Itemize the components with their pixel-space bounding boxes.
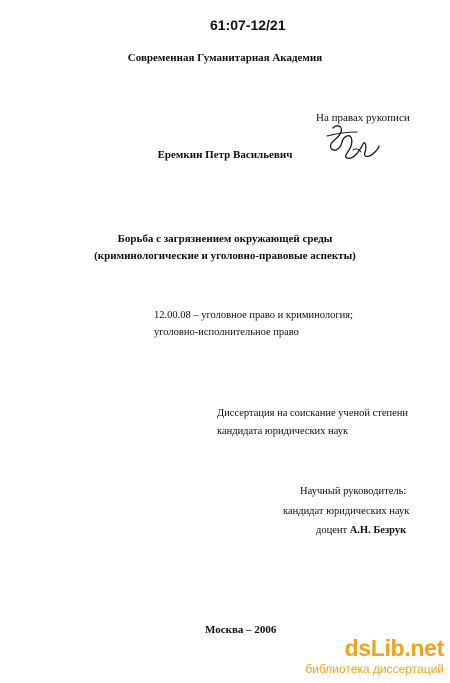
dissertation-title-line2: (криминологические и уголовно-правовые аспекты) bbox=[94, 250, 356, 262]
degree-statement-line1: Диссертация на соискание ученой степени bbox=[217, 408, 409, 419]
watermark-brand: dsLib.net bbox=[344, 635, 444, 661]
institution-name: Современная Гуманитарная Академия bbox=[127, 52, 323, 64]
archive-code: 61:07-12/21 bbox=[210, 17, 286, 33]
handwritten-signature bbox=[323, 122, 381, 168]
watermark-tagline: библиотека диссертаций bbox=[305, 662, 444, 676]
specialty-name-line: уголовно-исполнительное право bbox=[154, 327, 299, 338]
rights-note: На правах рукописи bbox=[316, 112, 410, 124]
degree-statement-line2: кандидата юридических наук bbox=[217, 426, 349, 437]
supervisor-title-name bbox=[316, 526, 406, 537]
specialty-code-line: 12.00.08 – уголовное право и криминология; bbox=[154, 310, 354, 321]
author-name: Еремкин Петр Васильевич bbox=[157, 149, 293, 161]
dissertation-title-line1: Борьба с загрязнением окружающей среды bbox=[117, 233, 333, 245]
dslib-watermark-logo bbox=[294, 635, 444, 679]
supervisor-name: А.Н. Безрук bbox=[349, 525, 407, 536]
supervisor-title: доцент bbox=[316, 525, 348, 536]
city-year: Москва – 2006 bbox=[205, 624, 277, 636]
supervisor-degree: кандидат юридических наук bbox=[283, 506, 410, 517]
supervisor-label: Научный руководитель: bbox=[300, 486, 407, 497]
